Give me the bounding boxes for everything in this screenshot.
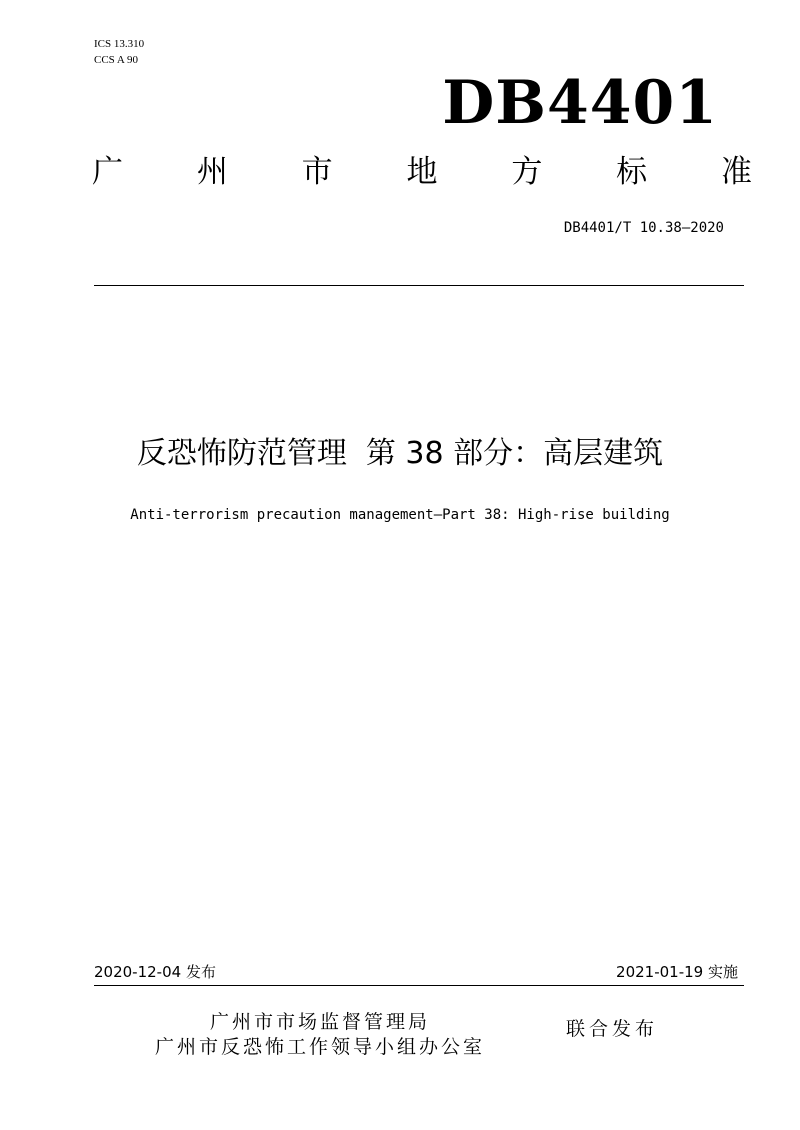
standard-name xyxy=(92,152,752,192)
standard-name-char: 州 xyxy=(196,154,228,190)
classification-codes xyxy=(94,36,144,68)
document-title-english: Anti-terrorism precaution management—Part 38: High-rise building xyxy=(130,507,670,523)
standard-name-char: 标 xyxy=(616,154,648,190)
top-divider xyxy=(94,285,744,286)
standard-name-char: 方 xyxy=(511,154,543,190)
standard-name-char: 地 xyxy=(406,154,438,190)
standard-code: DB4401 xyxy=(442,68,718,138)
issue-date: 2020-12-04 发布 xyxy=(94,963,216,981)
joint-release-label: 联合发布 xyxy=(566,1018,659,1040)
bottom-divider xyxy=(94,985,744,986)
issuer-market-regulation: 广州市市场监督管理局 xyxy=(209,1011,430,1033)
standard-name-char: 市 xyxy=(301,154,333,190)
issuer-counter-terrorism-office: 广州市反恐怖工作领导小组办公室 xyxy=(154,1036,485,1058)
ics-code: ICS 13.310 xyxy=(94,38,145,50)
standard-name-char: 准 xyxy=(720,154,752,190)
standard-number: DB4401/T 10.38—2020 xyxy=(563,220,724,236)
document-title-chinese: 反恐怖防范管理 第 38 部分：高层建筑 xyxy=(136,436,664,471)
implementation-date: 2021-01-19 实施 xyxy=(616,963,738,981)
ccs-code: CCS A 90 xyxy=(94,54,139,66)
standard-name-char: 广 xyxy=(92,154,123,190)
issuing-authorities xyxy=(100,1010,540,1060)
